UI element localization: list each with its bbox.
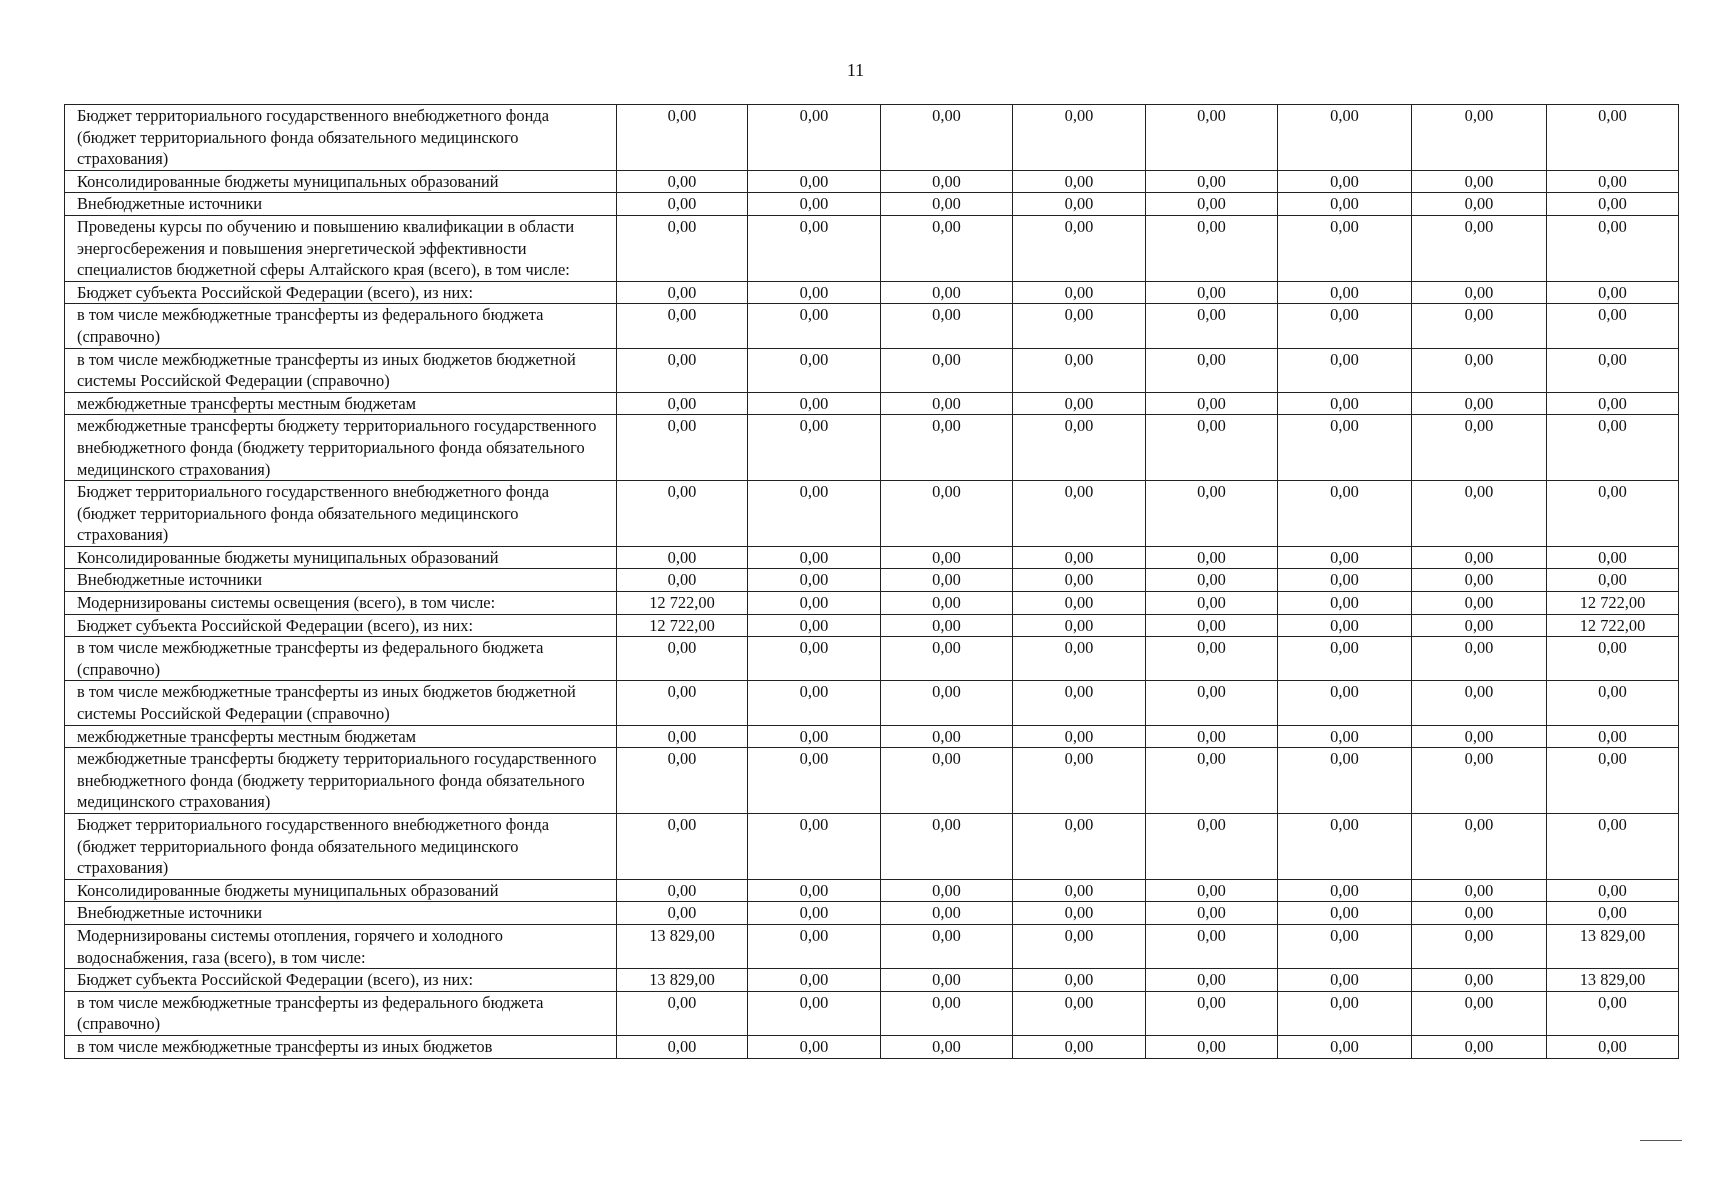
value-cell: 0,00	[1013, 614, 1146, 637]
value-cell: 13 829,00	[1547, 924, 1679, 968]
value-cell: 12 722,00	[1547, 614, 1679, 637]
value-cell: 0,00	[1278, 637, 1412, 681]
page-number: 11	[846, 60, 865, 80]
value-cell: 0,00	[748, 415, 881, 481]
value-cell: 0,00	[1278, 281, 1412, 304]
value-cell: 0,00	[881, 681, 1013, 725]
value-cell: 0,00	[748, 546, 881, 569]
value-cell: 0,00	[881, 105, 1013, 171]
value-cell: 0,00	[1013, 215, 1146, 281]
value-cell: 0,00	[881, 304, 1013, 348]
value-cell: 0,00	[1278, 170, 1412, 193]
value-cell: 0,00	[1412, 681, 1547, 725]
value-cell: 12 722,00	[1547, 592, 1679, 615]
value-cell: 0,00	[1412, 1035, 1547, 1058]
value-cell: 0,00	[1547, 215, 1679, 281]
value-cell: 0,00	[617, 281, 748, 304]
value-cell: 0,00	[1412, 592, 1547, 615]
value-cell: 0,00	[1278, 614, 1412, 637]
value-cell: 0,00	[748, 304, 881, 348]
value-cell: 0,00	[1278, 814, 1412, 880]
value-cell: 0,00	[881, 637, 1013, 681]
value-cell: 0,00	[1013, 546, 1146, 569]
table-row	[65, 304, 1679, 348]
value-cell: 0,00	[1146, 637, 1278, 681]
value-cell: 0,00	[617, 814, 748, 880]
value-cell: 0,00	[1013, 415, 1146, 481]
value-cell: 0,00	[881, 215, 1013, 281]
value-cell: 0,00	[748, 748, 881, 814]
value-cell: 0,00	[881, 902, 1013, 925]
budget-table	[64, 104, 1679, 1059]
value-cell: 0,00	[1146, 392, 1278, 415]
value-cell: 0,00	[1412, 481, 1547, 547]
value-cell: 0,00	[748, 569, 881, 592]
value-cell: 0,00	[1547, 348, 1679, 392]
row-label: Бюджет территориального государственного внебюджетного фонда (бюджет территориального фонда обязательного медицинского страхования)	[65, 481, 617, 547]
row-label: Модернизированы системы отопления, горячего и холодного водоснабжения, газа (всего), в том числе:	[65, 924, 617, 968]
value-cell: 0,00	[881, 879, 1013, 902]
row-label: Консолидированные бюджеты муниципальных образований	[65, 546, 617, 569]
value-cell: 0,00	[1547, 281, 1679, 304]
value-cell: 0,00	[1146, 281, 1278, 304]
value-cell: 0,00	[617, 193, 748, 216]
value-cell: 0,00	[617, 879, 748, 902]
value-cell: 0,00	[1412, 392, 1547, 415]
value-cell: 0,00	[1013, 592, 1146, 615]
budget-table-body	[65, 105, 1679, 1059]
value-cell: 0,00	[617, 902, 748, 925]
value-cell: 0,00	[1013, 748, 1146, 814]
value-cell: 0,00	[1146, 681, 1278, 725]
value-cell: 0,00	[1278, 481, 1412, 547]
value-cell: 0,00	[748, 725, 881, 748]
value-cell: 0,00	[881, 348, 1013, 392]
value-cell: 0,00	[1146, 304, 1278, 348]
value-cell: 0,00	[1547, 902, 1679, 925]
value-cell: 0,00	[1547, 637, 1679, 681]
value-cell: 0,00	[1278, 193, 1412, 216]
value-cell: 0,00	[1412, 748, 1547, 814]
row-label: Внебюджетные источники	[65, 902, 617, 925]
value-cell: 0,00	[881, 170, 1013, 193]
table-row	[65, 902, 1679, 925]
value-cell: 0,00	[748, 614, 881, 637]
value-cell: 0,00	[1412, 281, 1547, 304]
value-cell: 0,00	[1412, 105, 1547, 171]
value-cell: 0,00	[1412, 215, 1547, 281]
table-row	[65, 546, 1679, 569]
value-cell: 0,00	[1547, 1035, 1679, 1058]
value-cell: 0,00	[1412, 924, 1547, 968]
value-cell: 13 829,00	[617, 969, 748, 992]
value-cell: 0,00	[1013, 105, 1146, 171]
table-row	[65, 969, 1679, 992]
table-row	[65, 215, 1679, 281]
value-cell: 0,00	[1013, 725, 1146, 748]
value-cell: 0,00	[1412, 569, 1547, 592]
value-cell: 0,00	[881, 481, 1013, 547]
table-row	[65, 614, 1679, 637]
value-cell: 0,00	[617, 725, 748, 748]
value-cell: 0,00	[617, 105, 748, 171]
table-row	[65, 348, 1679, 392]
value-cell: 0,00	[617, 748, 748, 814]
value-cell: 0,00	[1146, 902, 1278, 925]
value-cell: 0,00	[748, 105, 881, 171]
row-label: в том числе межбюджетные трансферты из иных бюджетов бюджетной системы Российской Федерации (справочно)	[65, 348, 617, 392]
value-cell: 0,00	[748, 681, 881, 725]
value-cell: 0,00	[881, 748, 1013, 814]
value-cell: 0,00	[748, 991, 881, 1035]
value-cell: 0,00	[1013, 879, 1146, 902]
table-row	[65, 814, 1679, 880]
value-cell: 0,00	[1146, 969, 1278, 992]
value-cell: 0,00	[1278, 348, 1412, 392]
table-row	[65, 415, 1679, 481]
value-cell: 0,00	[617, 1035, 748, 1058]
value-cell: 0,00	[1412, 902, 1547, 925]
value-cell: 0,00	[1146, 725, 1278, 748]
value-cell: 0,00	[1547, 546, 1679, 569]
value-cell: 0,00	[1146, 193, 1278, 216]
value-cell: 0,00	[1278, 304, 1412, 348]
value-cell: 0,00	[881, 592, 1013, 615]
row-label: межбюджетные трансферты местным бюджетам	[65, 725, 617, 748]
value-cell: 0,00	[1013, 392, 1146, 415]
value-cell: 0,00	[617, 304, 748, 348]
value-cell: 0,00	[1146, 215, 1278, 281]
value-cell: 0,00	[881, 725, 1013, 748]
row-label: межбюджетные трансферты местным бюджетам	[65, 392, 617, 415]
row-label: Консолидированные бюджеты муниципальных образований	[65, 170, 617, 193]
value-cell: 0,00	[881, 1035, 1013, 1058]
value-cell: 0,00	[1278, 569, 1412, 592]
value-cell: 12 722,00	[617, 592, 748, 615]
value-cell: 0,00	[881, 814, 1013, 880]
table-row	[65, 637, 1679, 681]
value-cell: 0,00	[1547, 415, 1679, 481]
value-cell: 0,00	[748, 592, 881, 615]
value-cell: 0,00	[617, 637, 748, 681]
value-cell: 0,00	[1278, 105, 1412, 171]
value-cell: 0,00	[1146, 924, 1278, 968]
value-cell: 0,00	[1412, 304, 1547, 348]
row-label: Консолидированные бюджеты муниципальных образований	[65, 879, 617, 902]
value-cell: 0,00	[1278, 392, 1412, 415]
value-cell: 0,00	[1412, 879, 1547, 902]
value-cell: 0,00	[1013, 281, 1146, 304]
value-cell: 0,00	[1146, 348, 1278, 392]
value-cell: 0,00	[881, 569, 1013, 592]
value-cell: 0,00	[1146, 170, 1278, 193]
value-cell: 0,00	[1278, 725, 1412, 748]
row-label: в том числе межбюджетные трансферты из федерального бюджета (справочно)	[65, 304, 617, 348]
value-cell: 0,00	[1547, 569, 1679, 592]
value-cell: 0,00	[1013, 991, 1146, 1035]
row-label: межбюджетные трансферты бюджету территориального государственного внебюджетного фонда (бюджету территориального фонда обязательного медицинского страхования)	[65, 415, 617, 481]
value-cell: 0,00	[1013, 969, 1146, 992]
value-cell: 0,00	[1013, 902, 1146, 925]
value-cell: 0,00	[1278, 902, 1412, 925]
value-cell: 0,00	[1547, 481, 1679, 547]
value-cell: 0,00	[1013, 924, 1146, 968]
table-row	[65, 725, 1679, 748]
value-cell: 0,00	[748, 392, 881, 415]
value-cell: 13 829,00	[1547, 969, 1679, 992]
value-cell: 0,00	[1146, 569, 1278, 592]
value-cell: 0,00	[748, 481, 881, 547]
value-cell: 0,00	[1412, 969, 1547, 992]
value-cell: 0,00	[1146, 614, 1278, 637]
value-cell: 0,00	[748, 924, 881, 968]
table-row	[65, 105, 1679, 171]
value-cell: 0,00	[1412, 415, 1547, 481]
value-cell: 0,00	[1013, 348, 1146, 392]
value-cell: 0,00	[1146, 814, 1278, 880]
value-cell: 0,00	[617, 681, 748, 725]
value-cell: 0,00	[617, 481, 748, 547]
value-cell: 0,00	[1013, 304, 1146, 348]
value-cell: 0,00	[1278, 879, 1412, 902]
row-label: Внебюджетные источники	[65, 193, 617, 216]
value-cell: 0,00	[1278, 546, 1412, 569]
value-cell: 0,00	[1013, 681, 1146, 725]
value-cell: 13 829,00	[617, 924, 748, 968]
row-label: Проведены курсы по обучению и повышению квалификации в области энергосбережения и повышения энергетической эффективности специалистов бюджетной сферы Алтайского края (всего), в том числе:	[65, 215, 617, 281]
value-cell: 0,00	[1013, 569, 1146, 592]
value-cell: 0,00	[617, 569, 748, 592]
value-cell: 0,00	[1412, 725, 1547, 748]
value-cell: 0,00	[1146, 481, 1278, 547]
table-row	[65, 481, 1679, 547]
value-cell: 0,00	[1412, 814, 1547, 880]
value-cell: 0,00	[617, 348, 748, 392]
value-cell: 0,00	[748, 637, 881, 681]
value-cell: 0,00	[1412, 348, 1547, 392]
row-label: в том числе межбюджетные трансферты из иных бюджетов бюджетной системы Российской Федерации (справочно)	[65, 681, 617, 725]
value-cell: 0,00	[1278, 681, 1412, 725]
table-row	[65, 592, 1679, 615]
row-label: Бюджет субъекта Российской Федерации (всего), из них:	[65, 969, 617, 992]
value-cell: 12 722,00	[617, 614, 748, 637]
value-cell: 0,00	[1146, 991, 1278, 1035]
value-cell: 0,00	[617, 170, 748, 193]
value-cell: 0,00	[1547, 304, 1679, 348]
row-label: Модернизированы системы освещения (всего), в том числе:	[65, 592, 617, 615]
value-cell: 0,00	[881, 415, 1013, 481]
value-cell: 0,00	[1146, 748, 1278, 814]
row-label: в том числе межбюджетные трансферты из федерального бюджета (справочно)	[65, 637, 617, 681]
table-row	[65, 879, 1679, 902]
value-cell: 0,00	[1013, 193, 1146, 216]
value-cell: 0,00	[748, 1035, 881, 1058]
table-row	[65, 924, 1679, 968]
value-cell: 0,00	[1278, 1035, 1412, 1058]
value-cell: 0,00	[1412, 991, 1547, 1035]
value-cell: 0,00	[1412, 546, 1547, 569]
value-cell: 0,00	[1146, 592, 1278, 615]
row-label: Бюджет субъекта Российской Федерации (всего), из них:	[65, 614, 617, 637]
value-cell: 0,00	[748, 879, 881, 902]
value-cell: 0,00	[1412, 193, 1547, 216]
table-row	[65, 193, 1679, 216]
row-label: в том числе межбюджетные трансферты из иных бюджетов	[65, 1035, 617, 1058]
value-cell: 0,00	[748, 281, 881, 304]
value-cell: 0,00	[1547, 105, 1679, 171]
value-cell: 0,00	[1013, 170, 1146, 193]
value-cell: 0,00	[1278, 592, 1412, 615]
table-row	[65, 1035, 1679, 1058]
table-row	[65, 991, 1679, 1035]
row-label: Бюджет территориального государственного внебюджетного фонда (бюджет территориального фонда обязательного медицинского страхования)	[65, 105, 617, 171]
value-cell: 0,00	[1013, 814, 1146, 880]
value-cell: 0,00	[881, 392, 1013, 415]
value-cell: 0,00	[1146, 1035, 1278, 1058]
value-cell: 0,00	[881, 991, 1013, 1035]
value-cell: 0,00	[1547, 879, 1679, 902]
value-cell: 0,00	[1278, 991, 1412, 1035]
value-cell: 0,00	[1547, 725, 1679, 748]
value-cell: 0,00	[1146, 105, 1278, 171]
value-cell: 0,00	[748, 170, 881, 193]
value-cell: 0,00	[1013, 637, 1146, 681]
value-cell: 0,00	[881, 193, 1013, 216]
value-cell: 0,00	[1278, 748, 1412, 814]
value-cell: 0,00	[1547, 814, 1679, 880]
value-cell: 0,00	[1013, 1035, 1146, 1058]
value-cell: 0,00	[617, 415, 748, 481]
table-row	[65, 281, 1679, 304]
value-cell: 0,00	[1013, 481, 1146, 547]
value-cell: 0,00	[1547, 748, 1679, 814]
value-cell: 0,00	[748, 969, 881, 992]
value-cell: 0,00	[1278, 924, 1412, 968]
table-row	[65, 748, 1679, 814]
value-cell: 0,00	[617, 991, 748, 1035]
value-cell: 0,00	[748, 215, 881, 281]
value-cell: 0,00	[1547, 991, 1679, 1035]
table-row	[65, 681, 1679, 725]
value-cell: 0,00	[1278, 969, 1412, 992]
row-label: в том числе межбюджетные трансферты из федерального бюджета (справочно)	[65, 991, 617, 1035]
value-cell: 0,00	[881, 546, 1013, 569]
value-cell: 0,00	[1547, 681, 1679, 725]
value-cell: 0,00	[1547, 392, 1679, 415]
value-cell: 0,00	[748, 193, 881, 216]
row-label: Бюджет субъекта Российской Федерации (всего), из них:	[65, 281, 617, 304]
value-cell: 0,00	[1547, 170, 1679, 193]
row-label: межбюджетные трансферты бюджету территориального государственного внебюджетного фонда (бюджету территориального фонда обязательного медицинского страхования)	[65, 748, 617, 814]
value-cell: 0,00	[748, 348, 881, 392]
row-label: Внебюджетные источники	[65, 569, 617, 592]
value-cell: 0,00	[1278, 215, 1412, 281]
table-row	[65, 170, 1679, 193]
table-row	[65, 392, 1679, 415]
value-cell: 0,00	[748, 902, 881, 925]
value-cell: 0,00	[1547, 193, 1679, 216]
value-cell: 0,00	[1412, 637, 1547, 681]
value-cell: 0,00	[1412, 614, 1547, 637]
value-cell: 0,00	[881, 281, 1013, 304]
value-cell: 0,00	[881, 969, 1013, 992]
value-cell: 0,00	[1278, 415, 1412, 481]
value-cell: 0,00	[881, 924, 1013, 968]
value-cell: 0,00	[881, 614, 1013, 637]
row-label: Бюджет территориального государственного внебюджетного фонда (бюджет территориального фонда обязательного медицинского страхования)	[65, 814, 617, 880]
value-cell: 0,00	[1146, 415, 1278, 481]
value-cell: 0,00	[1412, 170, 1547, 193]
value-cell: 0,00	[617, 215, 748, 281]
value-cell: 0,00	[1146, 879, 1278, 902]
table-row	[65, 569, 1679, 592]
scan-mark	[1640, 1140, 1682, 1141]
value-cell: 0,00	[748, 814, 881, 880]
value-cell: 0,00	[617, 392, 748, 415]
value-cell: 0,00	[1146, 546, 1278, 569]
value-cell: 0,00	[617, 546, 748, 569]
